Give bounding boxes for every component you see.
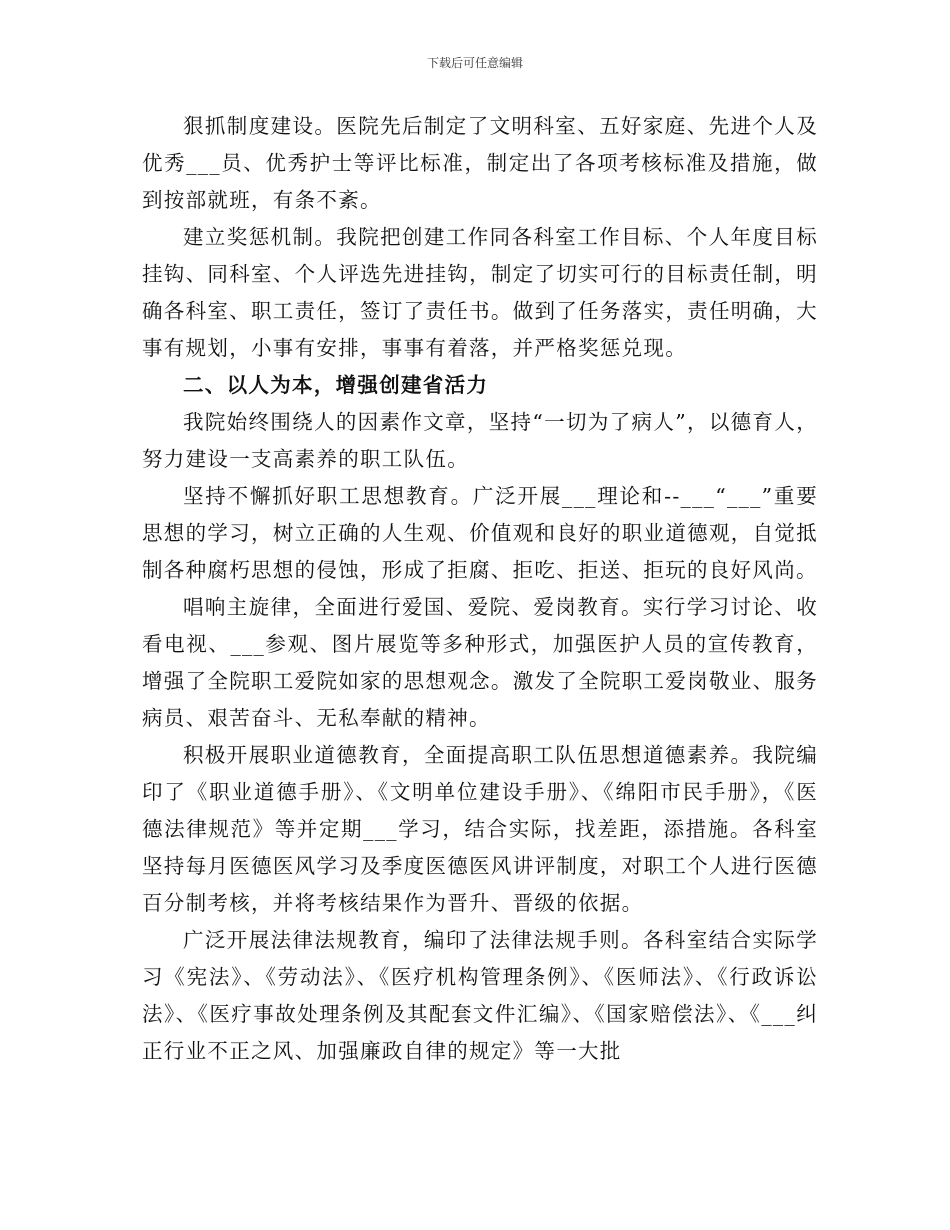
paragraph-patriotic-education: 唱响主旋律，全面进行爱国、爱院、爱岗教育。实行学习讨论、收看电视、___参观、图片展览等多种形式，加强医护人员的宣传教育，增强了全院职工爱院如家的思想观念。激发了全院职工爱岗敬业、服务病员、艰苦奋斗、无私奉献的精神。 — [142, 595, 818, 730]
paragraph-professional-ethics: 积极开展职业道德教育，全面提高职工队伍思想道德素养。我院编印了《职业道德手册》、《文明单位建设手册》、《绵阳市民手册》，《医德法律规范》等并定期___学习，结合实际，找差距，添措施。各科室坚持每月医德医风学习及季度医德医风讲评制度，对职工个人进行医德百分制考核，并将考核结果作为晋升、晋级的依据。 — [142, 743, 818, 915]
page-header: 下载后可任意编辑 — [426, 56, 523, 70]
section-heading: 二、以人为本，增强创建省活力 — [183, 373, 489, 397]
paragraph-ideological-education: 坚持不懈抓好职工思想教育。广泛开展___理论和--___“___”重要思想的学习，树立正确的人生观、价值观和良好的职业道德观，自觉抵制各种腐朽思想的侵蚀，形成了拒腐、拒吃、拒送、拒玩的良好风尚。 — [142, 484, 818, 582]
paragraph-reward-punishment: 建立奖惩机制。我院把创建工作同各科室工作目标、个人年度目标挂钩、同科室、个人评选先进挂钩，制定了切实可行的目标责任制，明确各科室、职工责任，签订了责任书。做到了任务落实，责任明确，大事有规划，小事有安排，事事有着落，并严格奖惩兑现。 — [142, 225, 818, 360]
paragraph-system-building: 狠抓制度建设。医院先后制定了文明科室、五好家庭、先进个人及优秀___员、优秀护士等评比标准，制定出了各项考核标准及措施，做到按部就班，有条不紊。 — [142, 114, 818, 212]
document-body — [142, 108, 818, 1070]
paragraph-people-oriented: 我院始终围绕人的因素作文章，坚持“一切为了病人”，以德育人，努力建设一支高素养的职工队伍。 — [142, 410, 818, 471]
paragraph-legal-education: 广泛开展法律法规教育，编印了法律法规手则。各科室结合实际学习《宪法》、《劳动法》、《医疗机构管理条例》、《医师法》、《行政诉讼法》、《医疗事故处理条例及其配套文件汇编》、《国家赔偿法》、《___纠正行业不正之风、加强廉政自律的规定》等一大批 — [142, 928, 818, 1063]
